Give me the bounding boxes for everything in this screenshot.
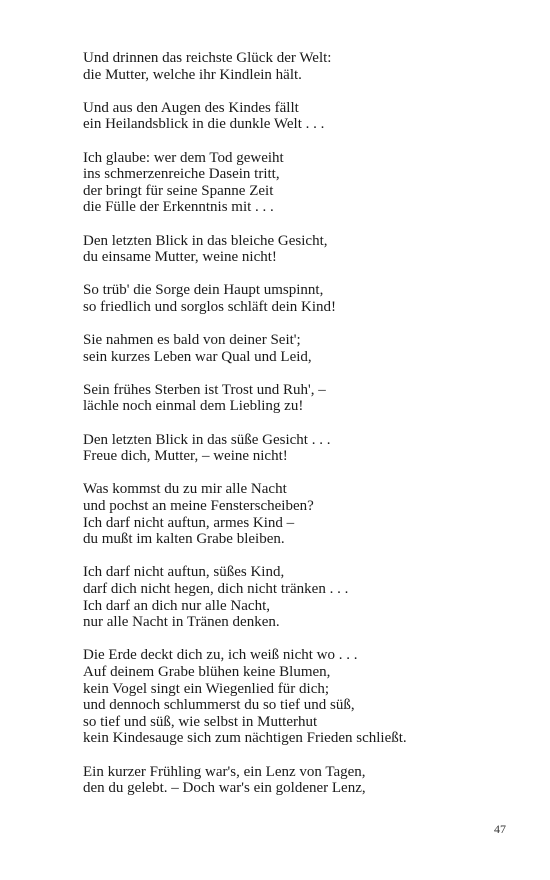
- stanza: [83, 233, 523, 266]
- verse-line: Den letzten Blick in das süße Gesicht . . .: [83, 431, 331, 448]
- stanza: [83, 332, 523, 365]
- verse-line: Ich darf an dich nur alle Nacht,: [83, 597, 270, 614]
- verse-line: Ich glaube: wer dem Tod geweiht: [83, 149, 284, 166]
- stanza: [83, 50, 523, 83]
- verse-line: sein kurzes Leben war Qual und Leid,: [83, 348, 312, 365]
- verse-line: darf dich nicht hegen, dich nicht tränken . . .: [83, 581, 349, 597]
- verse-line: Ein kurzer Frühling war's, ein Lenz von Tagen,: [83, 763, 366, 780]
- verse-line: und pochst an meine Fensterscheiben?: [83, 498, 314, 515]
- verse-line: kein Kindesauge sich zum nächtigen Frieden schließt.: [83, 730, 407, 747]
- verse-line: Was kommst du zu mir alle Nacht: [83, 481, 287, 498]
- stanza: [83, 382, 523, 415]
- verse-line: so friedlich und sorglos schläft dein Kind!: [83, 298, 337, 315]
- verse-line: Freue dich, Mutter, – weine nicht!: [83, 448, 288, 465]
- verse-line: Die Erde deckt dich zu, ich weiß nicht wo . . .: [83, 647, 358, 664]
- page-number: 47: [494, 822, 506, 836]
- stanza: [83, 282, 523, 315]
- verse-line: nur alle Nacht in Tränen denken.: [83, 614, 280, 631]
- verse-line: So trüb' die Sorge dein Haupt umspinnt,: [83, 282, 324, 299]
- stanza: [83, 647, 523, 747]
- stanza: [83, 481, 523, 547]
- verse-line: lächle noch einmal dem Liebling zu!: [83, 398, 304, 415]
- verse-line: Den letzten Blick in das bleiche Gesicht,: [83, 232, 328, 249]
- verse-line: Ich darf nicht auftun, armes Kind –: [83, 514, 295, 531]
- poem-text: [83, 50, 523, 813]
- stanza: [83, 100, 523, 133]
- verse-line: Auf deinem Grabe blühen keine Blumen,: [83, 663, 331, 680]
- stanza: [83, 764, 523, 797]
- verse-line: ins schmerzenreiche Dasein tritt,: [83, 166, 280, 183]
- stanza: [83, 150, 523, 216]
- stanza: [83, 432, 523, 465]
- verse-line: der bringt für seine Spanne Zeit: [83, 182, 274, 199]
- verse-line: Und drinnen das reichste Glück der Welt:: [83, 50, 332, 66]
- verse-line: die Fülle der Erkenntnis mit . . .: [83, 199, 274, 216]
- verse-line: die Mutter, welche ihr Kindlein hält.: [83, 66, 302, 83]
- verse-line: Sie nahmen es bald von deiner Seit';: [83, 332, 301, 349]
- verse-line: kein Vogel singt ein Wiegenlied für dich;: [83, 680, 330, 697]
- verse-line: so tief und süß, wie selbst in Mutterhut: [83, 713, 318, 730]
- verse-line: du einsame Mutter, weine nicht!: [83, 249, 277, 266]
- verse-line: ein Heilandsblick in die dunkle Welt . . .: [83, 116, 325, 133]
- stanza: [83, 564, 523, 630]
- verse-line: Und aus den Augen des Kindes fällt: [83, 99, 299, 116]
- verse-line: Ich darf nicht auftun, süßes Kind,: [83, 564, 285, 581]
- verse-line: und dennoch schlummerst du so tief und süß,: [83, 697, 355, 714]
- verse-line: du mußt im kalten Grabe bleiben.: [83, 531, 285, 548]
- verse-line: den du gelebt. – Doch war's ein goldener Lenz,: [83, 780, 366, 797]
- verse-line: Sein frühes Sterben ist Trost und Ruh', –: [83, 381, 326, 398]
